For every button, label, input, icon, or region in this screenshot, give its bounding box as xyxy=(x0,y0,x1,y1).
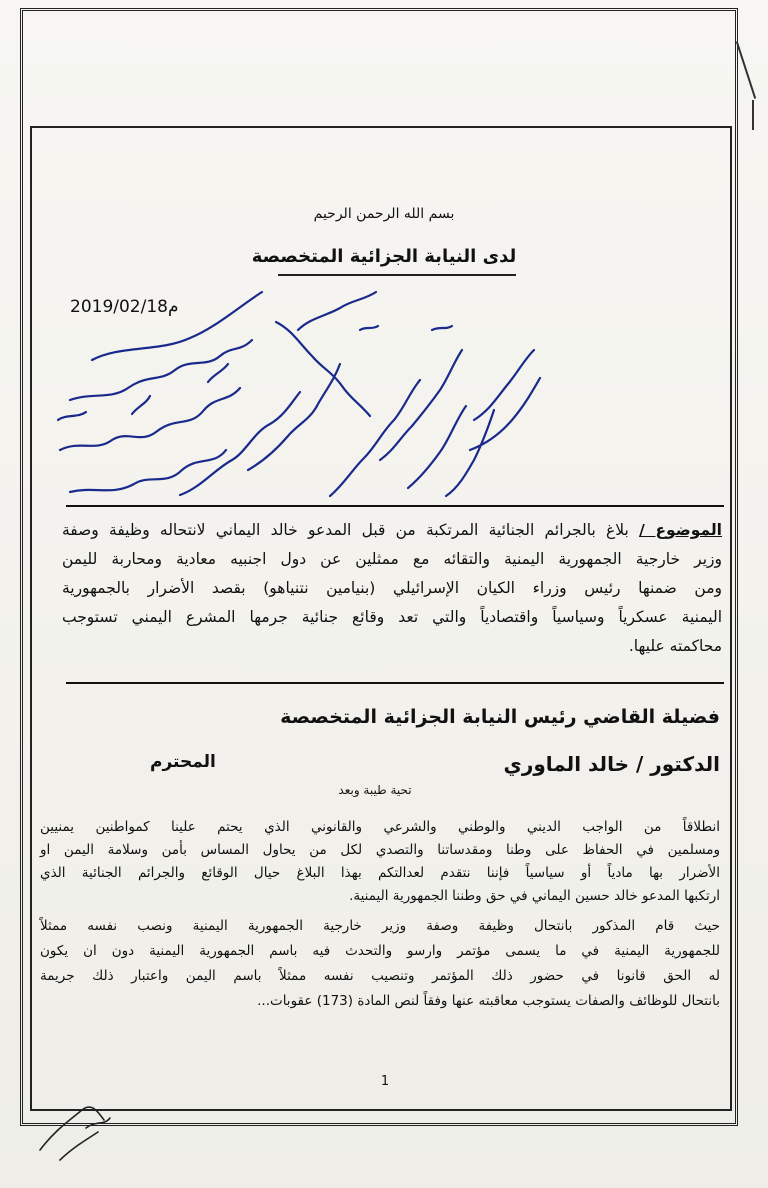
recipient-name: الدكتور / خالد الماوري xyxy=(503,752,720,776)
greeting: تحية طيبة وبعد xyxy=(338,783,412,797)
body-line: ومسلمين في الحفاظ على وطنا ومقدساتنا والتصدي لكل من يحاول المساس بأمن وسلامة اليمن او xyxy=(40,842,720,858)
subject-label: الموضوع / xyxy=(639,521,722,539)
body-line: الأضرار بها مادياً أو سياسياً فإننا نتقدم لعدالتكم بهذا البلاغ حيال الوقائع والجرائم الجنائية الذي xyxy=(40,865,720,881)
honorific: المحترم xyxy=(150,752,216,772)
subject-paragraph xyxy=(62,516,722,661)
addressee-line: فضيلة القاضي رئيس النيابة الجزائية المتخصصة xyxy=(280,706,720,728)
office-title: لدى النيابة الجزائية المتخصصة xyxy=(251,246,517,267)
body-line: انطلاقاً من الواجب الديني والوطني والشرعي والقانوني الذي يحتم علينا كمواطنين يمنيين xyxy=(40,819,720,835)
subject-line-3: ومن ضمنها رئيس وزراء الكيان الإسرائيلي (بنيامين نتنياهو) بقصد الأضرار بالجمهورية xyxy=(62,579,722,597)
subject-line-4: اليمنية عسكرياً وسياسياً واقتصادياً والتي تعد وقائع جنائية جرمها المشرع اليمني تستوجب xyxy=(62,608,722,626)
subject-line-5: محاكمته عليها. xyxy=(628,637,722,655)
body-line: ارتكبها المدعو خالد حسين اليماني في حق وطننا الجمهورية اليمنية. xyxy=(349,888,720,904)
subject-line-2: وزير خارجية الجمهورية اليمنية والتقائه مع ممثلين عن دول اجنبيه معادية ومحاربة لليمن xyxy=(62,550,722,568)
page-number: 1 xyxy=(380,1074,390,1089)
document-date: 2019/02/18م xyxy=(70,297,179,317)
body-paragraph-2 xyxy=(40,914,720,1014)
subject-line-1: الموضوع / بلاغ بالجرائم الجنائية المرتكبة من قبل المدعو خالد اليماني لانتحاله وظيفة وصفة xyxy=(62,521,722,539)
body-paragraph-1 xyxy=(40,816,720,908)
section-divider xyxy=(66,682,724,684)
body-line: حيث قام المذكور بانتحال وظيفة وصفة وزير خارجية الجمهورية اليمنية ونصب نفسه ممثلاً xyxy=(40,918,720,934)
body-line: للجمهورية اليمنية في ما يسمى مؤتمر وارسو والتحدث فيه باسم الجمهورية اليمنية دون ان يكون xyxy=(40,943,720,959)
bismillah-heading: بسم الله الرحمن الرحيم xyxy=(313,206,455,222)
section-divider xyxy=(66,505,724,507)
body-line: بانتحال للوظائف والصفات يستوجب معاقبته عنها وفقاً لنص المادة (173) عقوبات... xyxy=(257,993,720,1009)
body-line: له الحق قانونا في حضور ذلك المؤتمر وتنصيب نفسه ممثلاً باسم اليمن واعتبار ذلك جريمة xyxy=(40,968,720,984)
